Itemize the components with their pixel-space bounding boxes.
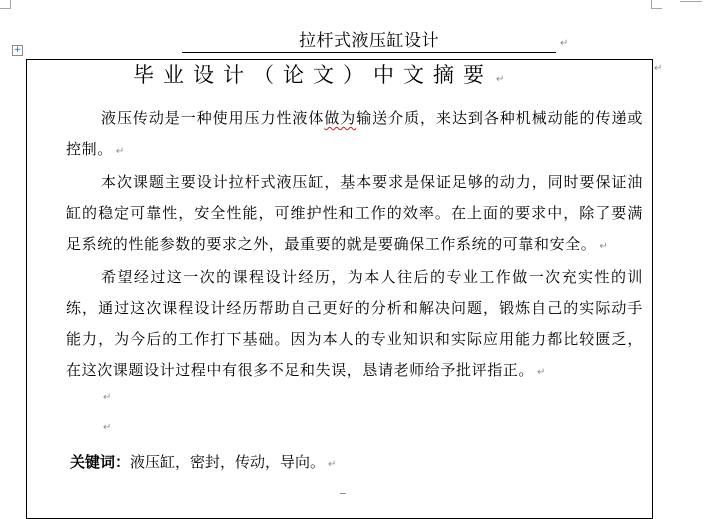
table-move-handle-icon[interactable]: + bbox=[13, 45, 22, 55]
empty-paragraph-mark-icon: ↵ bbox=[103, 392, 112, 403]
paragraph-mark-icon: ↵ bbox=[537, 367, 546, 378]
text-cursor-mark bbox=[340, 493, 346, 494]
margin-corner-mark bbox=[680, 1, 702, 2]
keywords-label: 关键词： bbox=[70, 453, 131, 471]
paragraph-mark-icon: ↵ bbox=[560, 38, 569, 49]
abstract-paragraph: 液压传动是一种使用压力性液体做为输送介质，来达到各种机械动能的传递或控制。 ↵ bbox=[66, 109, 644, 158]
keywords-value: 液压缸，密封，传动，导向。 bbox=[130, 453, 326, 471]
paragraph-mark-icon: ↵ bbox=[115, 146, 125, 157]
page-title bbox=[182, 30, 556, 53]
abstract-heading-text: 毕业设计（论文）中文摘要 bbox=[133, 63, 493, 87]
abstract-body[interactable] bbox=[66, 103, 643, 388]
cell-end-mark-icon: ↵ bbox=[654, 63, 663, 74]
paragraph-mark-icon: ↵ bbox=[496, 74, 514, 85]
empty-paragraph-mark-icon: ↵ bbox=[103, 422, 112, 433]
paragraph-mark-icon: ↵ bbox=[599, 241, 609, 252]
keywords-line bbox=[70, 452, 336, 475]
margin-corner-mark bbox=[0, 0, 11, 9]
paragraph-mark-icon: ↵ bbox=[328, 459, 337, 470]
abstract-paragraph: 希望经过这一次的课程设计经历，为本人往后的专业工作做一次充实性的训练，通过这次课程设计经历帮助自己更好的分析和解决问题，锻炼自己的实际动手能力，为今后的工作打下基础。因为本人的专业知识和实际应用能力都比较匮乏，在这次课题设计过程中有很多不足和失误，恳请老师给予批评指正。 ↵ bbox=[66, 268, 643, 379]
spelling-squiggle: 做为 bbox=[324, 109, 357, 127]
abstract-paragraph: 本次课题主要设计拉杆式液压缸，基本要求是保证足够的动力，同时要保证油缸的稳定可靠性，安全性能，可维护性和工作的效率。在上面的要求中，除了要满足系统的性能参数的要求之外，最重要的就是要确保工作系统的可靠和安全。 ↵ bbox=[66, 173, 643, 253]
margin-corner-mark bbox=[651, 0, 662, 9]
page-title-text: 拉杆式液压缸设计 bbox=[299, 31, 439, 51]
abstract-heading bbox=[133, 62, 513, 93]
